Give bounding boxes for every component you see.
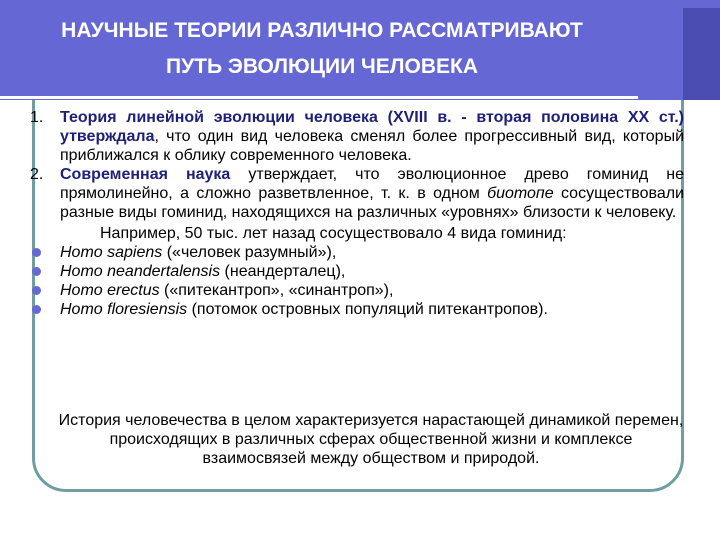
theory-item-1 xyxy=(30,108,684,165)
title-line-1: НАУЧНЫЕ ТЕОРИИ РАЗЛИЧНО РАССМАТРИВАЮТ xyxy=(61,19,583,42)
list-item xyxy=(30,243,684,262)
title-line-2: ПУТЬ ЭВОЛЮЦИИ ЧЕЛОВЕКА xyxy=(165,55,479,78)
species-name: Homo neandertalensis xyxy=(60,263,221,280)
theory-italic-term: биотопе xyxy=(487,185,554,202)
theory-text: , что один вид человека сменял более прогрессивный вид, который приближался к облику современного человека. xyxy=(60,128,684,164)
species-name: Homo floresiensis xyxy=(60,301,188,318)
theory-highlight: Теория линейной эволюции человека (XVIII в. - вторая половина XX ст.) утверждала xyxy=(60,109,684,145)
example-line: Например, 50 тыс. лет назад сосуществовало 4 вида гоминид: xyxy=(100,225,567,242)
summary-paragraph: История человечества в целом характеризуется нарастающей динамикой перемен, происходящих в различных сферах общественной жизни и комплексе взаимосвязей между обществом и природой. xyxy=(58,412,684,467)
bullet-icon xyxy=(32,267,41,276)
item-number: 2. xyxy=(30,166,44,183)
list-item xyxy=(30,281,684,300)
page-title xyxy=(22,13,622,85)
slide-content xyxy=(30,108,684,319)
species-name: Homo erectus xyxy=(60,282,160,299)
banner-shadow xyxy=(683,8,720,100)
bullet-icon xyxy=(32,286,41,295)
list-item xyxy=(30,300,684,319)
bullet-icon xyxy=(32,305,41,314)
species-description: (неандерталец), xyxy=(220,263,346,280)
list-item xyxy=(30,262,684,281)
bullet-icon xyxy=(32,248,41,257)
species-description: («человек разумный»), xyxy=(162,244,337,261)
species-name: Homo sapiens xyxy=(60,244,163,261)
theory-highlight: Современная наука xyxy=(60,166,231,183)
hominid-list xyxy=(30,243,684,319)
theory-item-2 xyxy=(30,165,684,222)
species-description: (потомок островных популяций питекантропов). xyxy=(187,301,548,318)
theory-text-continued: сосуществовали разные виды гоминид, находящихся на различных «уровнях» близости к человеку. xyxy=(60,185,684,221)
title-underline xyxy=(0,96,638,99)
theory-text: утверждает, что эволюционное древо гоминид не прямолинейно, а сложно разветвленное, т. к. в одном xyxy=(60,166,685,202)
species-description: («питекантроп», «синантроп»), xyxy=(159,282,394,299)
item-number: 1. xyxy=(30,109,44,126)
